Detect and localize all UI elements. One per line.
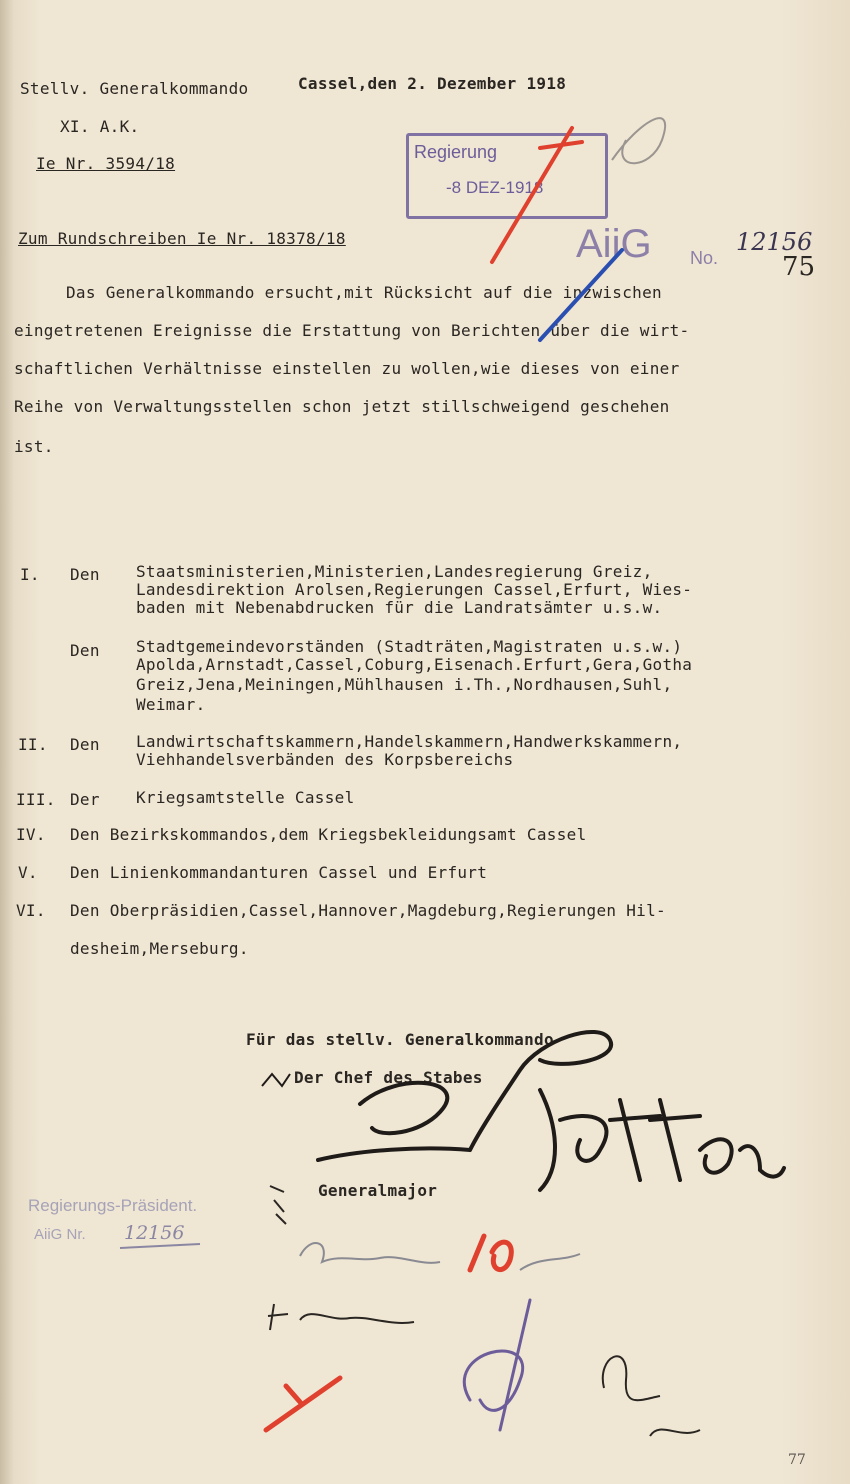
page-corner-number: 77 xyxy=(788,1452,806,1468)
distribution-number: V. xyxy=(18,863,38,882)
body-line: Reihe von Verwaltungsstellen schon jetzt stillschweigend geschehen xyxy=(14,397,670,416)
distribution-line: Den Oberpräsidien,Cassel,Hannover,Magdeburg,Regierungen Hil- xyxy=(70,901,666,920)
distribution-prefix: Der xyxy=(70,790,100,809)
received-stamp-title: Regierung xyxy=(414,142,498,162)
distribution-line: Greiz,Jena,Meiningen,Mühlhausen i.Th.,Nordhausen,Suhl, xyxy=(136,675,673,694)
signature-handwriting xyxy=(318,1032,784,1190)
distribution-prefix: Den xyxy=(70,565,100,584)
distribution-line: Kriegsamtstelle Cassel xyxy=(136,788,355,807)
violet-handwriting xyxy=(464,1300,530,1430)
aiig-handwritten-number: 12156 xyxy=(736,228,813,256)
black-handwriting xyxy=(268,1304,414,1330)
signature-rank: Generalmajor xyxy=(318,1181,438,1200)
distribution-number: III. xyxy=(16,790,56,809)
margin-note xyxy=(270,1186,286,1224)
right-handwriting xyxy=(603,1356,700,1436)
distribution-number: VI. xyxy=(16,901,46,920)
sender-line2: XI. A.K. xyxy=(60,117,140,136)
distribution-number: II. xyxy=(18,735,48,754)
distribution-line: Staatsministerien,Ministerien,Landesregierung Greiz, xyxy=(136,562,653,581)
distribution-prefix: Den xyxy=(70,641,100,660)
distribution-line: Stadtgemeindevorständen (Stadträten,Magistraten u.s.w.) xyxy=(136,637,683,656)
president-underline xyxy=(120,1244,200,1248)
red-pencil-mark xyxy=(266,1378,340,1430)
red-number-mark xyxy=(470,1236,511,1270)
body-line: Das Generalkommando ersucht,mit Rücksicht auf die inzwischen xyxy=(66,283,662,302)
distribution-line: Weimar. xyxy=(136,695,206,714)
distribution-line: Landesdirektion Arolsen,Regierungen Cassel,Erfurt, Wies- xyxy=(136,580,693,599)
distribution-line: Den Linienkommandanturen Cassel und Erfurt xyxy=(70,863,488,882)
place-date: Cassel,den 2. Dezember 1918 xyxy=(298,74,567,93)
president-stamp-ref: AiiG Nr. xyxy=(34,1226,86,1243)
president-stamp-title: Regierungs-Präsident. xyxy=(28,1196,198,1215)
distribution-line: Viehhandelsverbänden des Korpsbereichs xyxy=(136,750,514,769)
circular-reference: Zum Rundschreiben Ie Nr. 18378/18 xyxy=(18,229,346,248)
president-stamp-number: 12156 xyxy=(124,1222,185,1244)
distribution-line: Landwirtschaftskammern,Handelskammern,Handwerkskammern, xyxy=(136,732,683,751)
distribution-line: desheim,Merseburg. xyxy=(70,939,249,958)
received-stamp-date: -8 DEZ-1918 xyxy=(446,178,544,197)
body-line: ist. xyxy=(14,437,54,456)
sender-line1: Stellv. Generalkommando xyxy=(20,79,249,98)
initials-mark xyxy=(262,1074,290,1086)
distribution-prefix: Den xyxy=(70,735,100,754)
folio-number: 75 xyxy=(782,252,816,282)
distribution-number: IV. xyxy=(16,825,46,844)
distribution-number: I. xyxy=(20,565,40,584)
signature-line1: Für das stellv. Generalkommando xyxy=(246,1030,554,1049)
body-line: schaftlichen Verhältnisse einstellen zu wollen,wie dieses von einer xyxy=(14,359,680,378)
distribution-line: Apolda,Arnstadt,Cassel,Coburg,Eisenach.Erfurt,Gera,Gotha xyxy=(136,655,693,674)
signature-line2: Der Chef des Stabes xyxy=(294,1068,483,1087)
grey-handwriting xyxy=(300,1243,580,1270)
reference-number: Ie Nr. 3594/18 xyxy=(36,154,176,173)
body-line: eingetretenen Ereignisse die Erstattung von Berichten über die wirt- xyxy=(14,321,690,340)
distribution-line: baden mit Nebenabdrucken für die Landratsämter u.s.w. xyxy=(136,598,663,617)
aiig-stamp: AiiG xyxy=(576,222,652,266)
check-mark xyxy=(612,118,665,163)
distribution-line: Den Bezirkskommandos,dem Kriegsbekleidungsamt Cassel xyxy=(70,825,587,844)
aiig-stamp-no: No. xyxy=(690,248,719,268)
